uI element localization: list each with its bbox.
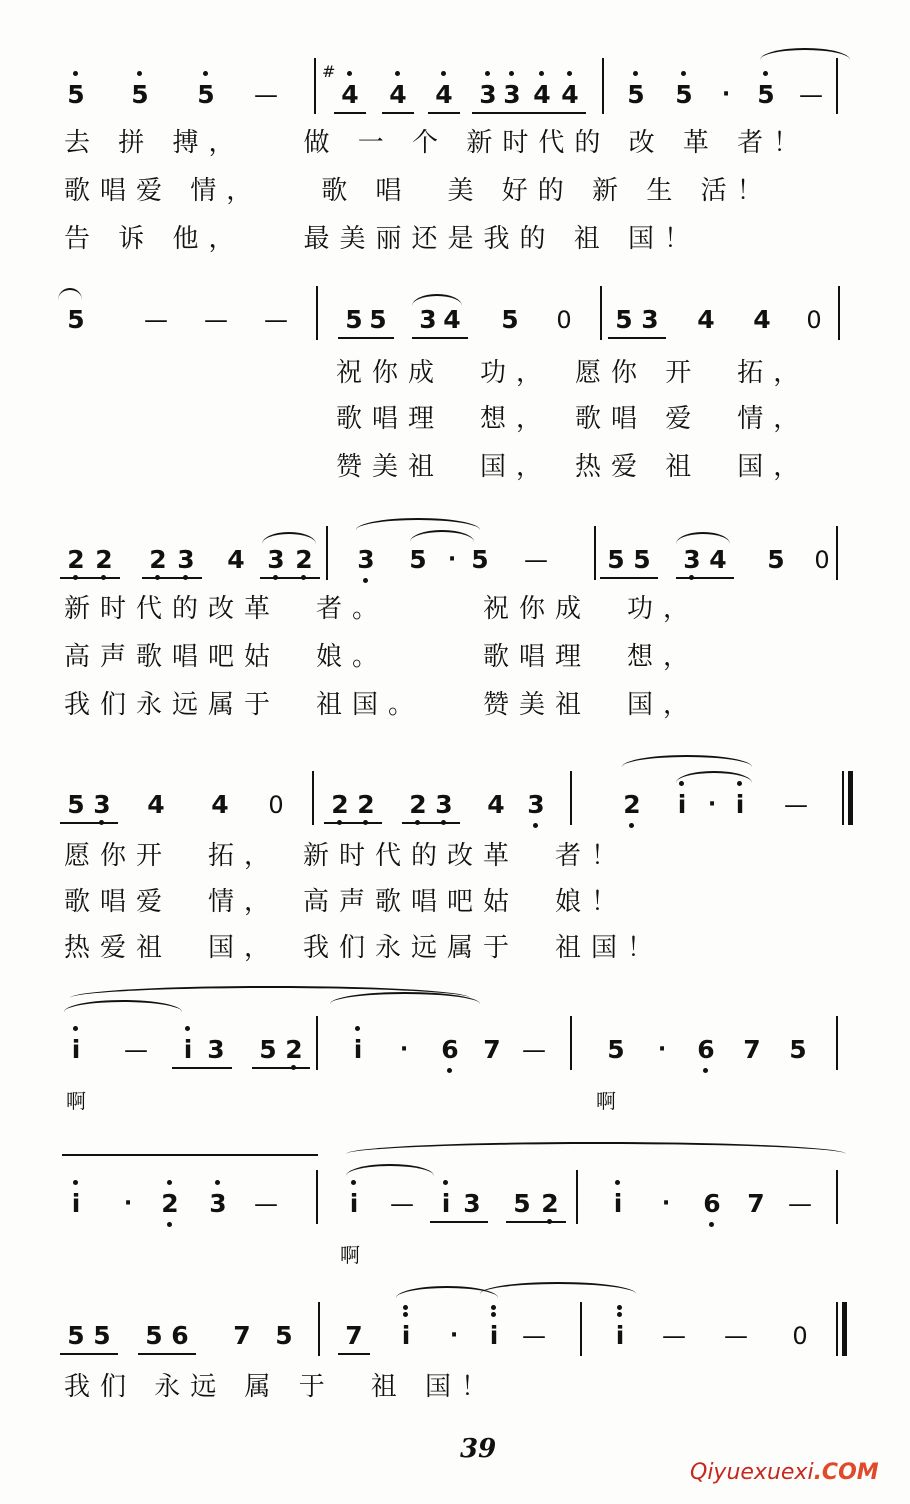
note: 2 [88,540,120,579]
note: 4 [487,790,505,819]
dash: — [204,306,228,334]
note: 5 [60,1316,92,1355]
notes-row [60,1184,860,1224]
lyric-line: 愿你开 拓， 新时代的改革 者！ [64,841,628,871]
watermark [690,1460,879,1485]
note: 5 [362,300,394,339]
rest: 0 [814,546,830,574]
notes-row [60,75,860,115]
barline [836,1016,838,1070]
notes-row [60,1030,860,1070]
slur [676,532,730,544]
note: 3 [428,785,460,824]
dot: · [661,1191,671,1216]
barline [326,526,328,580]
barline [312,771,314,825]
note: 2 [278,1030,310,1069]
notes-row [60,300,860,340]
note: 5 [86,1316,118,1355]
note: 7 [743,1035,761,1064]
final-barline [836,1302,838,1356]
barline [602,58,604,114]
note: 3 [86,785,118,824]
note: 5 [626,540,658,579]
note: 4 [436,300,468,339]
note: i [430,1184,462,1223]
note: 2 [534,1184,566,1223]
slur [70,986,470,998]
note: 4 [334,75,366,114]
note: i [602,1184,634,1224]
note: 2 [402,785,434,824]
note: i [338,1184,370,1224]
dash: — [522,1036,546,1064]
dash: — [254,81,278,109]
final-barline [848,771,853,825]
barline [570,771,572,825]
score-system-5 [0,1030,910,1130]
dot: · [721,82,731,107]
note: i [478,1316,510,1356]
note: 4 [697,305,715,334]
note: 5 [767,545,785,574]
slur [356,518,480,530]
note: 5 [67,305,85,334]
note: 2 [288,540,320,579]
note: 6 [696,1184,728,1224]
score-system-7 [0,1316,910,1416]
note: 5 [600,540,632,579]
watermark-domain: .COM [813,1460,879,1485]
lyric-line: 新时代的改革 者。 祝你成 功， [64,594,700,624]
note: 5 [252,1030,284,1069]
note: 5 [789,1035,807,1064]
dash: — [662,1322,686,1350]
score-system-3 [0,540,910,720]
barline [836,526,838,580]
dot: · [123,1191,133,1216]
note: 5 [190,75,222,115]
dash: — [799,81,823,109]
note: 3 [456,1184,488,1223]
lyric-line: 歌唱理 想， 歌唱 爱 情， [336,404,810,434]
barline [576,1170,578,1224]
note: 3 [260,540,292,579]
page-number: 39 [460,1434,497,1464]
notes-row [60,540,860,580]
note: 5 [275,1321,293,1350]
rest: 0 [806,306,822,334]
tie [676,771,752,783]
tie [760,48,850,60]
note: 5 [138,1316,170,1355]
barline [316,286,318,340]
note: 5 [608,300,640,339]
note: 4 [382,75,414,114]
tie [58,288,82,300]
note: 5 [471,545,489,574]
dash: — [724,1322,748,1350]
lyric-line: 赞美祖 国， 热爱 祖 国， [336,452,810,482]
dash: — [144,306,168,334]
barline [594,526,596,580]
score-system-2 [0,300,910,480]
note: 7 [483,1035,501,1064]
note: 2 [142,540,174,579]
note: 4 [526,75,558,114]
note: 6 [164,1316,196,1355]
lyric-line: 歌唱爱 情， 歌 唱 美 好的 新 生 活！ [64,176,773,206]
rest: 0 [792,1322,808,1350]
note: 7 [233,1321,251,1350]
barline [600,286,602,340]
tie [346,1164,434,1176]
note: 4 [554,75,586,114]
barline [314,58,316,114]
lyric-line: 告 诉 他， 最美丽还是我的 祖 国！ [64,224,701,254]
slur [412,294,462,306]
note: i [60,1184,92,1224]
dash: — [788,1190,812,1218]
barline [580,1302,582,1356]
note: i [342,1030,374,1070]
notes-row [60,785,860,825]
note: 5 [409,545,427,574]
grace-mark: # [322,62,336,81]
dash: — [264,306,288,334]
rest: 0 [556,306,572,334]
note: i [724,785,756,825]
lyric-vowel: 啊 [596,1089,626,1113]
final-barline [842,1302,847,1356]
lyric-line: 歌唱爱 情， 高声歌唱吧姑 娘！ [64,887,628,917]
note: 7 [747,1189,765,1218]
lyric-line: 我们永远属于 祖国。 赞美祖 国， [64,690,700,720]
note: 3 [676,540,708,579]
note: 5 [620,75,652,115]
note: 4 [702,540,734,579]
tie [64,1000,182,1012]
score-system-6 [0,1184,910,1284]
note: i [172,1030,204,1069]
slur [346,1142,846,1154]
watermark-name: Qiyuexuexi [690,1460,814,1485]
dot: · [449,1323,459,1348]
note: 5 [668,75,700,115]
note: i [604,1316,636,1356]
dash: — [254,1190,278,1218]
note: 5 [60,785,92,824]
note: 3 [634,300,666,339]
notes-row [60,1316,860,1356]
note: 5 [124,75,156,115]
note: 5 [607,1035,625,1064]
dot: · [657,1037,667,1062]
note: 2 [60,540,92,579]
note: 2 [154,1184,186,1224]
note: 2 [616,785,648,825]
slur [262,532,316,544]
dash: — [124,1036,148,1064]
barline [316,1016,318,1070]
barline [836,1170,838,1224]
lyric-line: 祝你成 功， 愿你 开 拓， [336,358,810,388]
note: 2 [324,785,356,824]
score-system-4 [0,785,910,965]
note: 3 [472,75,504,114]
tie [62,1154,318,1166]
dot: · [447,547,457,572]
dot: · [707,792,717,817]
note: i [390,1316,422,1356]
note: 3 [412,300,444,339]
barline [316,1170,318,1224]
note: 6 [434,1030,466,1070]
note: 4 [211,790,229,819]
barline [570,1016,572,1070]
dash: — [524,546,548,574]
slur [622,755,752,767]
note: 7 [338,1316,370,1355]
note: 4 [753,305,771,334]
lyric-line: 我们 永远 属 于 祖 国！ [64,1372,498,1402]
note: 5 [506,1184,538,1223]
final-barline [842,771,844,825]
note: 3 [350,540,382,580]
note: i [666,785,698,825]
barline [838,286,840,340]
note: 4 [428,75,460,114]
note: 6 [690,1030,722,1070]
lyric-line: 热爱祖 国， 我们永远属于 祖国！ [64,933,664,963]
lyric-vowel: 啊 [340,1243,370,1267]
note: i [60,1030,92,1070]
lyric-line: 去 拼 搏， 做 一 个 新时代的 改 革 者！ [64,128,810,158]
dot: · [399,1037,409,1062]
note: 5 [338,300,370,339]
dash: — [784,791,808,819]
barline [836,58,838,114]
note: 3 [520,785,552,825]
note: 4 [147,790,165,819]
lyric-vowel: 啊 [66,1089,96,1113]
score-system-1 [0,62,910,254]
tie [410,530,474,542]
note: 4 [227,545,245,574]
note: 3 [200,1030,232,1069]
note: 3 [170,540,202,579]
rest: 0 [268,791,284,819]
dash: — [522,1322,546,1350]
note: 2 [350,785,382,824]
dash: — [390,1190,414,1218]
note: 3 [496,75,528,114]
note: 5 [750,75,782,115]
note: 3 [202,1184,234,1224]
barline [318,1302,320,1356]
note: 5 [501,305,519,334]
lyric-line: 高声歌唱吧姑 娘。 歌唱理 想， [64,642,700,672]
note: 5 [60,75,92,115]
